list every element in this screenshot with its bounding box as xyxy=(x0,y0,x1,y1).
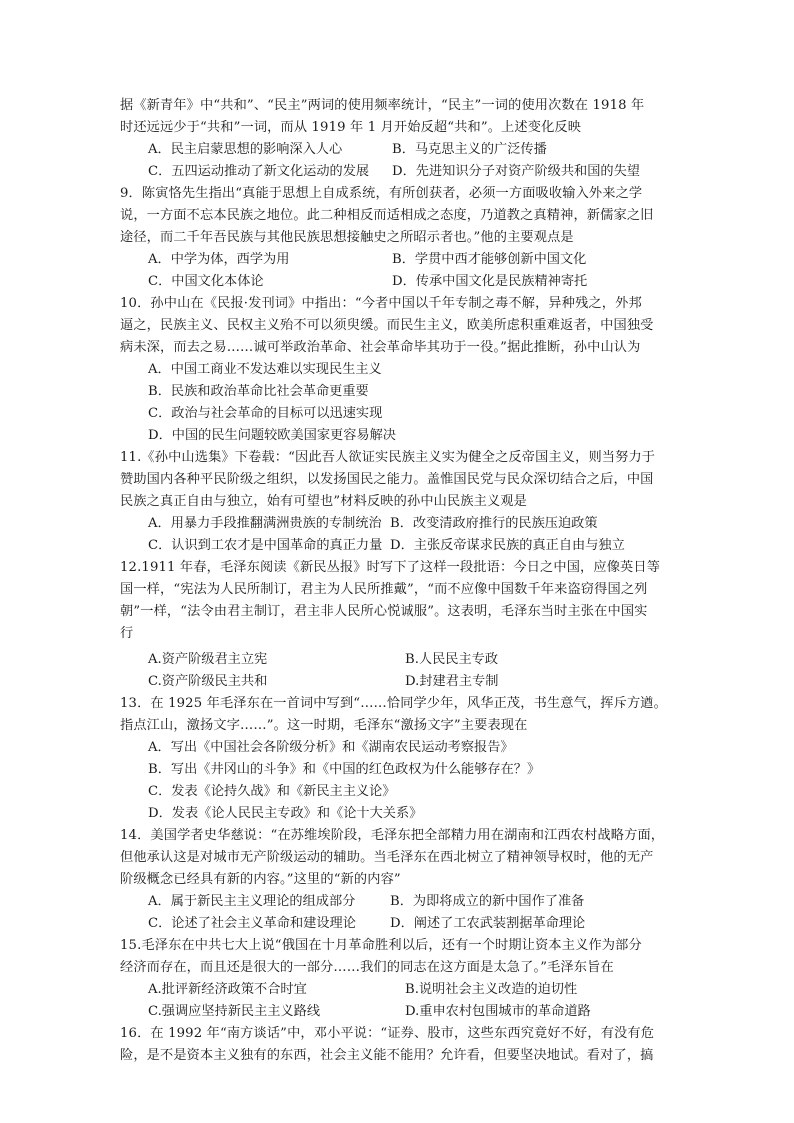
q11-option-a: A．用暴力手段推翻满洲贵族的专制统治 xyxy=(148,516,382,531)
q8-option-c: C．五四运动推动了新文化运动的发展 xyxy=(148,164,370,179)
q14-stem-line-1: 14．美国学者史华慈说：“在苏维埃阶段，毛泽东把全部精力用在湖南和江西农村战略方面， xyxy=(120,828,665,843)
q16-stem-line-2: 险，是不是资本主义独有的东西，社会主义能不能用？允许看，但要坚决地试。看对了，搞 xyxy=(120,1048,654,1063)
q14-option-c: C．论述了社会主义革命和建设理论 xyxy=(148,916,356,931)
q11-option-d: D．主张反帝谋求民族的真正自由与独立 xyxy=(390,538,625,553)
q9-stem-line-2: 说，一方面不忘本民族之地位。此二种相反而适相成之态度，乃道教之真精神，新儒家之旧 xyxy=(120,208,654,223)
q9-option-b: B．学贯中西才能够创新中国文化 xyxy=(392,252,587,267)
q13-option-d: D．发表《论人民民主专政》和《论十大关系》 xyxy=(148,806,423,821)
q14-stem-line-2: 但他承认这是对城市无产阶级运动的辅助。当毛泽东在西北树立了精神领导权时，他的无产 xyxy=(120,850,654,865)
q12-stem-line-4: 行 xyxy=(120,626,134,641)
q13-option-b: B．写出《井冈山的斗争》和《中国的红色政权为什么能够存在？》 xyxy=(148,762,541,777)
q12-option-b: B.人民民主专政 xyxy=(405,652,499,667)
q16-stem-line-1: 16．在 1992 年“南方谈话”中，邓小平说：“证券、股市，这些东西究竟好不好，有没有危 xyxy=(120,1026,655,1041)
q11-stem-line-3: 民族之真正自由与独立，始有可望也”材料反映的孙中山民族主义观是 xyxy=(120,494,528,509)
q14-option-b: B．为即将成立的新中国作了准备 xyxy=(390,894,585,909)
q11-option-b: B．改变清政府推行的民族压迫政策 xyxy=(390,516,598,531)
q8-option-d: D．先进知识分子对资产阶级共和国的失望 xyxy=(392,164,640,179)
q10-option-a: A．中国工商业不发达难以实现民生主义 xyxy=(148,362,382,377)
q15-option-a: A.批评新经济政策不合时宜 xyxy=(148,982,307,997)
q10-stem-line-2: 逼之，民族主义、民权主义殆不可以须臾缓。而民生主义，欧美所虑积重难返者，中国独受 xyxy=(120,318,654,333)
q11-option-c: C．认识到工农才是中国革命的真正力量 xyxy=(148,538,383,553)
q13-option-c: C．发表《论持久战》和《新民主主义论》 xyxy=(148,784,396,799)
q10-stem-line-3: 病未深，而去之易……诚可举政治革命、社会革命毕其功于一役。”据此推断，孙中山认为 xyxy=(120,340,641,355)
q12-stem-line-1: 12.1911 年春，毛泽东阅读《新民丛报》时写下了这样一段批语：今日之中国，应像英日等 xyxy=(120,560,661,575)
q9-option-a: A．中学为体，西学为用 xyxy=(148,252,290,267)
q12-stem-line-3: 朝”一样，“法令由君主制订，君主非人民所心悦诚服”。这表明，毛泽东当时主张在中国实 xyxy=(120,604,648,619)
q8-stem-line-1: 据《新青年》中“共和”、“民主”两词的使用频率统计，“民主”一词的使用次数在 1918 年 xyxy=(120,98,645,113)
q15-stem-line-1: 15.毛泽东在中共七大上说“俄国在十月革命胜利以后，还有一个时期让资本主义作为部分 xyxy=(120,938,642,953)
q12-option-d: D.封建君主专制 xyxy=(405,674,499,689)
q9-stem-line-1: 9．陈寅恪先生指出“真能于思想上自成系统，有所创获者，必须一方面吸收输入外来之学 xyxy=(120,186,643,201)
q12-stem-line-2: 国一样，“宪法为人民所制订，君主为人民所推戴”，“而不应像中国数千年来盗窃得国之列 xyxy=(120,582,648,597)
q10-option-b: B．民族和政治革命比社会革命更重要 xyxy=(148,384,369,399)
q15-option-d: D.重申农村包围城市的革命道路 xyxy=(405,1004,591,1019)
q13-stem-line-1: 13．在 1925 年毛泽东在一首词中写到“……恰同学少年，风华正茂，书生意气，挥斥方遒。 xyxy=(120,696,667,711)
q10-option-d: D．中国的民生问题较欧美国家更容易解决 xyxy=(148,428,396,443)
q11-stem-line-2: 赞助国内各种平民阶级之组织，以发扬国民之能力。盖惟国民党与民众深切结合之后，中国 xyxy=(120,472,654,487)
q15-option-c: C.强调应坚持新民主主义路线 xyxy=(148,1004,321,1019)
q15-option-b: B.说明社会主义改造的迫切性 xyxy=(405,982,578,997)
q9-stem-line-3: 途径，而二千年吾民族与其他民族思想接触史之所昭示者也。”他的主要观点是 xyxy=(120,230,574,245)
q10-option-c: C．政治与社会革命的目标可以迅速实现 xyxy=(148,406,383,421)
q12-option-a: A.资产阶级君主立宪 xyxy=(148,652,268,667)
q13-option-a: A．写出《中国社会各阶级分析》和《湖南农民运动考察报告》 xyxy=(148,740,514,755)
q12-option-c: C.资产阶级民主共和 xyxy=(148,674,268,689)
q9-option-c: C．中国文化本体论 xyxy=(148,274,264,289)
q11-stem-line-1: 11.《孙中山选集》下卷载：“因此吾人欲证实民族主义实为健全之反帝国主义，则当努力于 xyxy=(120,450,656,465)
q8-option-b: B．马克思主义的广泛传播 xyxy=(392,142,547,157)
q14-stem-line-3: 阶级概念已经具有新的内容。”这里的“新的内容” xyxy=(120,872,401,887)
q10-stem-line-1: 10．孙中山在《民报·发刊词》中指出：“今者中国以千年专制之毒不解，异种残之，外邦 xyxy=(120,296,642,311)
q14-option-d: D．阐述了工农武装割据革命理论 xyxy=(390,916,586,931)
q15-stem-line-2: 经济而存在，而且还是很大的一部分……我们的同志在这方面是太急了。”毛泽东旨在 xyxy=(120,960,614,975)
q9-option-d: D．传承中国文化是民族精神寄托 xyxy=(392,274,588,289)
q8-option-a: A．民主启蒙思想的影响深入人心 xyxy=(148,142,343,157)
q8-stem-line-2: 时还远远少于“共和”一词，而从 1919 年 1 月开始反超“共和”。上述变化反映 xyxy=(120,120,582,135)
q13-stem-line-2: 指点江山，激扬文字……”。这一时期，毛泽东“激扬文字”主要表现在 xyxy=(120,718,528,733)
q14-option-a: A．属于新民主主义理论的组成部分 xyxy=(148,894,356,909)
